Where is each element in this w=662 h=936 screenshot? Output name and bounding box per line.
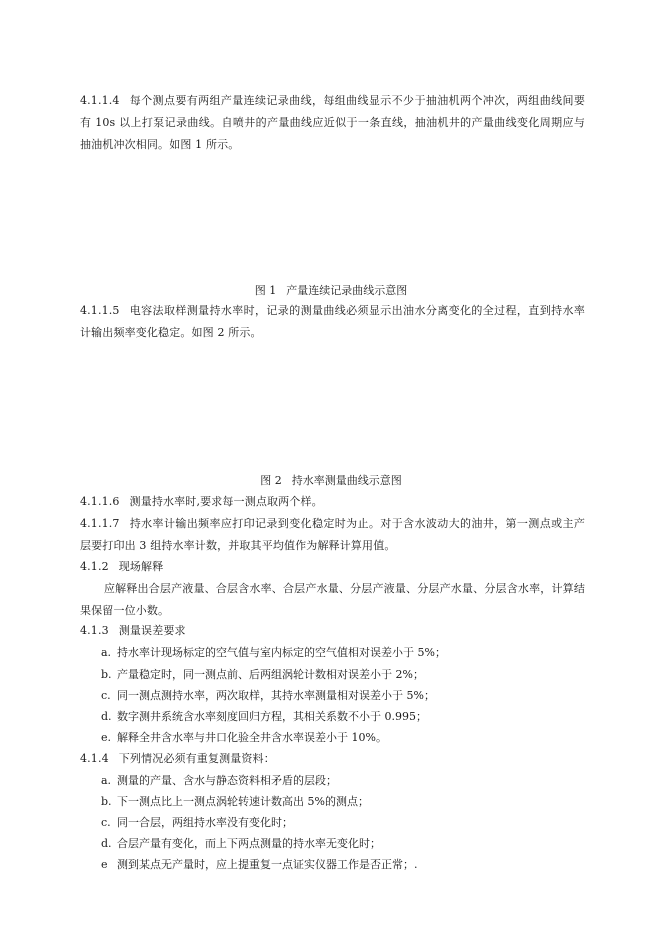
list-item-text: 产量稳定时，同一测点前、后两组涡轮计数相对误差小于 2%； <box>117 668 424 681</box>
section-title: 下列情况必须有重复测量资料： <box>118 752 275 765</box>
section-number: 4.1.4 <box>80 752 109 765</box>
section-number: 4.1.1.5 <box>80 304 120 317</box>
figure-2-area <box>80 350 585 468</box>
list-item <box>101 727 581 749</box>
list-item <box>101 791 581 813</box>
section-title: 测量误差要求 <box>118 624 186 637</box>
list-item-text: 测量的产量、含水与静态资料相矛盾的层段； <box>117 774 337 787</box>
paragraph-text: 应解释出合层产液量、合层含水率、合层产水量、分层产液量、分层产水量、分层含水率，计算结果保留一位小数。 <box>80 582 585 617</box>
list-marker: b. <box>101 795 112 808</box>
paragraph-4-1-1-4 <box>80 90 585 156</box>
list-marker: a. <box>101 774 112 787</box>
section-heading-4-1-2 <box>80 556 585 578</box>
list-item-text: 解释全井含水率与井口化验全井含水率误差小于 10%。 <box>117 731 387 744</box>
list-item <box>101 833 581 855</box>
list-item <box>101 664 581 686</box>
paragraph-text: 每个测点要有两组产量连续记录曲线，每组曲线显示不少于抽油机两个冲次，两组曲线间要有 10s 以上打泵记录曲线。自喷井的产量曲线应近似于一条直线，抽油机井的产量曲线变化周期应与抽油机冲次相同。如图 1 所示。 <box>80 94 585 151</box>
list-item <box>101 685 581 707</box>
list-item-text: 下一测点比上一测点涡轮转速计数高出 5%的测点； <box>117 795 369 808</box>
paragraph-4-1-1-5 <box>80 300 585 344</box>
section-number: 4.1.1.4 <box>80 94 120 107</box>
list-item-text: 数字测井系统含水率刻度回归方程，其相关系数不小于 0.995； <box>117 710 427 723</box>
paragraph-text: 持水率计输出频率应打印记录到变化稳定时为止。对于含水波动大的油井，第一测点或主产层要打印出 3 组持水率计数，并取其平均值作为解释计算用值。 <box>80 517 585 552</box>
paragraph-4-1-1-6 <box>80 491 585 513</box>
list-marker: d. <box>101 837 112 850</box>
list-marker: c. <box>101 689 111 702</box>
figure-title: 产量连续记录曲线示意图 <box>286 284 408 297</box>
list-marker: e. <box>101 731 112 744</box>
list-marker: d. <box>101 710 112 723</box>
list-item <box>101 812 581 834</box>
figure-label: 图 1 <box>254 284 277 297</box>
list-item <box>101 854 581 876</box>
figure-label: 图 2 <box>260 474 282 487</box>
paragraph-text: 测量持水率时,要求每一测点取两个样。 <box>129 495 323 508</box>
list-item <box>101 642 581 664</box>
figure-2-caption <box>0 471 662 491</box>
paragraph-text: 电容法取样测量持水率时，记录的测量曲线必须显示出油水分离变化的全过程，直到持水率计输出频率变化稳定。如图 2 所示。 <box>80 304 585 339</box>
list-item-text: 同一合层，两组持水率没有变化时； <box>117 816 293 829</box>
list-item-text: 合层产量有变化，而上下两点测量的持水率无变化时； <box>117 837 381 850</box>
section-number: 4.1.2 <box>80 560 109 573</box>
list-item <box>101 770 581 792</box>
list-marker: a. <box>101 646 112 659</box>
section-heading-4-1-4 <box>80 748 585 770</box>
paragraph-4-1-2 <box>80 578 585 622</box>
section-title: 现场解释 <box>118 560 164 573</box>
list-marker: b. <box>101 668 112 681</box>
list-item-text: 测到某点无产量时，应上提重复一点证实仪器工作是否正常；. <box>117 858 418 871</box>
section-number: 4.1.1.7 <box>80 517 120 530</box>
list-marker: e <box>101 858 108 871</box>
paragraph-4-1-1-7 <box>80 513 585 557</box>
section-number: 4.1.1.6 <box>80 495 120 508</box>
list-item-text: 同一测点测持水率，两次取样，其持水率测量相对误差小于 5%； <box>117 689 435 702</box>
figure-1-area <box>80 160 585 278</box>
figure-title: 持水率测量曲线示意图 <box>291 474 402 487</box>
list-marker: c. <box>101 816 111 829</box>
section-number: 4.1.3 <box>80 624 109 637</box>
figure-1-caption <box>0 281 662 301</box>
list-item-text: 持水率计现场标定的空气值与室内标定的空气值相对误差小于 5%； <box>117 646 446 659</box>
section-heading-4-1-3 <box>80 620 585 642</box>
list-item <box>101 706 581 728</box>
